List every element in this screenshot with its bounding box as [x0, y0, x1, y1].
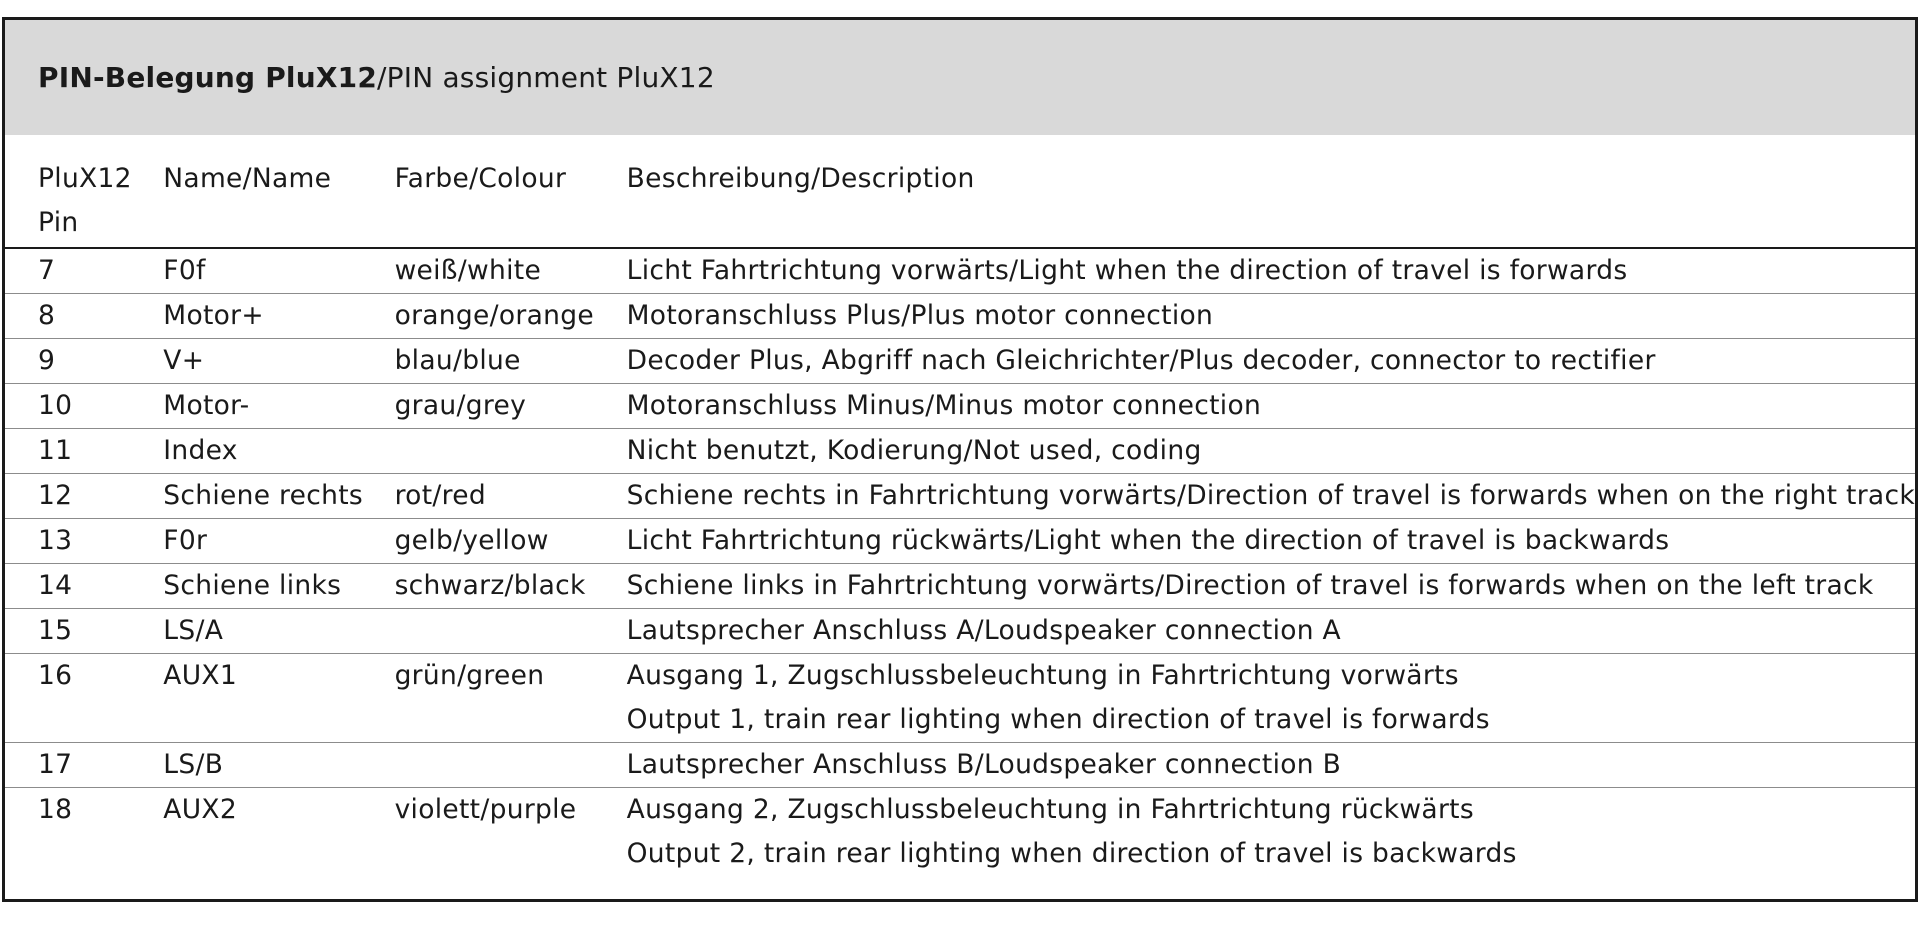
description-line: Schiene rechts in Fahrtrichtung vorwärts/Direction of travel is forwards when on the right track: [626, 480, 1915, 511]
header-name: Name/Name: [163, 163, 332, 194]
description-cell: [627, 788, 1915, 877]
table-row: [5, 429, 1915, 474]
colour-cell: [395, 609, 627, 654]
colour-cell: blau/blue: [395, 339, 627, 384]
description-cell: [627, 474, 1915, 519]
description-line: Motoranschluss Minus/Minus motor connection: [626, 390, 1262, 421]
description-line: Nicht benutzt, Kodierung/Not used, coding: [626, 435, 1202, 466]
colour-cell: [395, 429, 627, 474]
pin-cell: 16: [5, 654, 163, 743]
header-pin-line1: PluX12: [38, 163, 132, 194]
header-description: Beschreibung/Description: [626, 163, 975, 194]
table-row: [5, 743, 1915, 788]
name-cell: AUX2: [163, 788, 394, 877]
description-line-2: Output 1, train rear lighting when direction of travel is forwards: [626, 704, 1490, 735]
description-cell: [627, 564, 1915, 609]
table-row: [5, 384, 1915, 429]
name-cell: Index: [163, 429, 394, 474]
description-cell: [627, 248, 1915, 294]
description-cell: [627, 294, 1915, 339]
pin-cell: 13: [5, 519, 163, 564]
name-cell: AUX1: [163, 654, 394, 743]
name-cell: Motor-: [163, 384, 394, 429]
pin-cell: 15: [5, 609, 163, 654]
table-row: [5, 564, 1915, 609]
description-cell: [627, 429, 1915, 474]
colour-cell: weiß/white: [395, 248, 627, 294]
description-cell: [627, 519, 1915, 564]
table-title: [5, 20, 1915, 135]
header-colour: Farbe/Colour: [394, 163, 567, 194]
table-row: [5, 609, 1915, 654]
description-cell: [627, 609, 1915, 654]
colour-cell: [395, 743, 627, 788]
name-cell: F0r: [163, 519, 394, 564]
header-pin: [5, 135, 163, 248]
table-row: [5, 294, 1915, 339]
table-row: [5, 519, 1915, 564]
pin-cell: 17: [5, 743, 163, 788]
description-line: Lautsprecher Anschluss A/Loudspeaker connection A: [626, 615, 1341, 646]
description-line: Licht Fahrtrichtung vorwärts/Light when the direction of travel is forwards: [626, 255, 1628, 286]
description-line: Decoder Plus, Abgriff nach Gleichrichter/Plus decoder, connector to rectifier: [626, 345, 1656, 376]
pin-assignment-table-frame: [2, 17, 1918, 902]
pin-cell: 9: [5, 339, 163, 384]
colour-cell: violett/purple: [395, 788, 627, 877]
title-german: PIN-Belegung PluX12: [38, 61, 378, 94]
description-cell: [627, 339, 1915, 384]
table-row: [5, 248, 1915, 294]
colour-cell: schwarz/black: [395, 564, 627, 609]
pin-cell: 14: [5, 564, 163, 609]
name-cell: V+: [163, 339, 394, 384]
colour-cell: gelb/yellow: [395, 519, 627, 564]
colour-cell: rot/red: [395, 474, 627, 519]
description-line: Motoranschluss Plus/Plus motor connection: [626, 300, 1214, 331]
name-cell: Schiene rechts: [163, 474, 394, 519]
table-row: [5, 339, 1915, 384]
colour-cell: grün/green: [395, 654, 627, 743]
pin-cell: 11: [5, 429, 163, 474]
name-cell: LS/A: [163, 609, 394, 654]
pin-table: [5, 135, 1915, 876]
colour-cell: grau/grey: [395, 384, 627, 429]
pin-cell: 10: [5, 384, 163, 429]
name-cell: LS/B: [163, 743, 394, 788]
colour-cell: orange/orange: [395, 294, 627, 339]
pin-cell: 7: [5, 248, 163, 294]
name-cell: Schiene links: [163, 564, 394, 609]
description-cell: [627, 384, 1915, 429]
header-row: [5, 135, 1915, 248]
description-line: Licht Fahrtrichtung rückwärts/Light when the direction of travel is backwards: [626, 525, 1670, 556]
description-line: Schiene links in Fahrtrichtung vorwärts/Direction of travel is forwards when on the left track: [626, 570, 1874, 601]
description-line: Lautsprecher Anschluss B/Loudspeaker connection B: [626, 749, 1342, 780]
description-line: Ausgang 2, Zugschlussbeleuchtung in Fahrtrichtung rückwärts: [626, 794, 1474, 825]
description-line: Ausgang 1, Zugschlussbeleuchtung in Fahrtrichtung vorwärts: [626, 660, 1459, 691]
name-cell: F0f: [163, 248, 394, 294]
pin-cell: 12: [5, 474, 163, 519]
table-row: [5, 788, 1915, 877]
table-row: [5, 474, 1915, 519]
description-cell: [627, 654, 1915, 743]
table-row: [5, 654, 1915, 743]
pin-cell: 18: [5, 788, 163, 877]
header-pin-line2: Pin: [38, 207, 79, 238]
pin-cell: 8: [5, 294, 163, 339]
description-cell: [627, 743, 1915, 788]
title-english: /PIN assignment PluX12: [377, 61, 715, 94]
name-cell: Motor+: [163, 294, 394, 339]
description-line-2: Output 2, train rear lighting when direction of travel is backwards: [626, 838, 1517, 869]
